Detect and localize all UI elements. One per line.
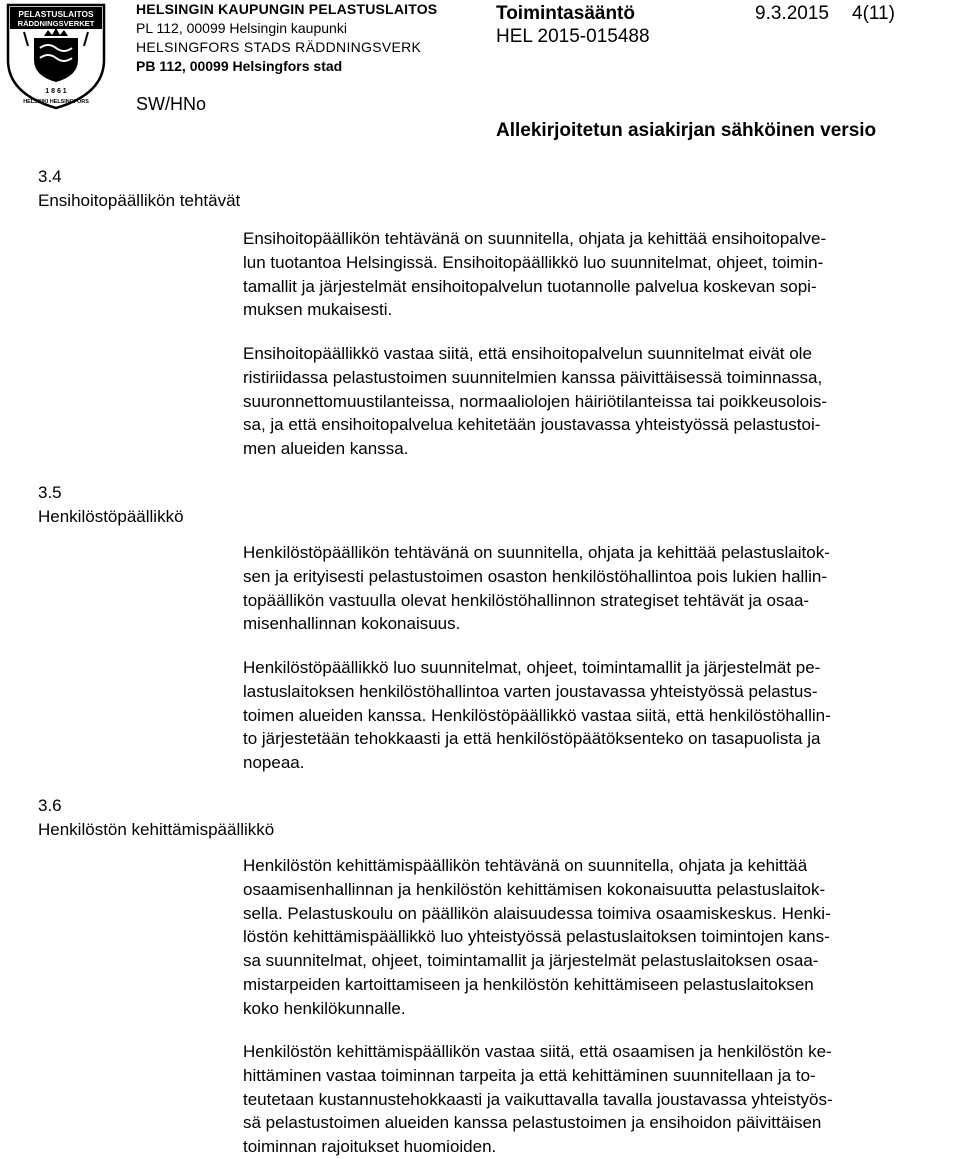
- organization-header: [136, 0, 437, 76]
- document-date: 9.3.2015: [755, 3, 829, 24]
- org-address-fi: PL 112, 00099 Helsingin kaupunki: [136, 20, 347, 36]
- pelastuslaitos-logo: [4, 2, 108, 110]
- page-number: 4(11): [852, 3, 895, 24]
- section-title: Henkilöstön kehittämispäällikkö: [38, 820, 275, 839]
- org-name-sv: HELSINGFORS STADS RÄDDNINGSVERK: [136, 39, 422, 55]
- section-number: 3.4: [38, 167, 62, 186]
- body-paragraph: Henkilöstön kehittämispäällikön vastaa siitä, että osaamisen ja henkilöstön ke- hittäminen vastaa toiminnan tarpeita ja että kehittäminen suunnitellaan ja to- teutetaan kustannustehokkaasti ja vaikuttavalla tavalla joustavassa yhteistyös- sä pelastustoimen alueiden kanssa pelastustoimen ja ensihoidon päivittäisen toiminnan rajoitukset huomioiden.: [243, 1042, 833, 1157]
- document-number: HEL 2015-015488: [496, 26, 650, 47]
- document-type: Toimintasääntö: [496, 3, 635, 24]
- body-paragraph: Ensihoitopäällikön tehtävänä on suunnitella, ohjata ja kehittää ensihoitopalve- lun tuotantoa Helsingissä. Ensihoitopäällikkö luo suunnitelmat, ohjeet, toimin- tamallit ja järjestelmät ensihoitopalvelun tuotannolle palvelua koskevan sopi- muksen mukaisesti.: [243, 229, 827, 320]
- body-paragraph: Henkilöstöpäällikkö luo suunnitelmat, ohjeet, toimintamallit ja järjestelmät pe- lastuslaitoksen henkilöstöhallintoa varten joustavassa yhteistyössä pelastus- toimen alueiden kanssa. Henkilöstöpäällikkö vastaa siitä, että henkilöstöhallin- to järjestetään tehokkaasti ja että henkilöstöpäätöksenteko on tasapuolista ja nopeaa.: [243, 658, 831, 773]
- svg-text:PELASTUSLAITOS: PELASTUSLAITOS: [18, 9, 94, 19]
- svg-text:HELSINKI HELSINGFORS: HELSINKI HELSINGFORS: [23, 99, 89, 105]
- svg-text:1 8 6 1: 1 8 6 1: [45, 88, 67, 95]
- section-title: Henkilöstöpäällikkö: [38, 507, 184, 526]
- section-title: Ensihoitopäällikön tehtävät: [38, 191, 241, 210]
- section-number: 3.5: [38, 483, 62, 502]
- org-name-fi: HELSINGIN KAUPUNGIN PELASTUSLAITOS: [136, 1, 438, 17]
- author-initials: SW/HNo: [136, 94, 207, 114]
- body-paragraph: Henkilöstöpäällikön tehtävänä on suunnitella, ohjata ja kehittää pelastuslaitok- sen ja erityisesti pelastustoimen osaston henkilöstöhallintoa pois lukien hallin- topäällikön vastuulla olevat henkilöstöhallinnon strategiset tehtävät ja osaa- misenhallinnan kokonaisuus.: [243, 543, 830, 634]
- svg-text:RÄDDNINGSVERKET: RÄDDNINGSVERKET: [17, 19, 95, 28]
- org-address-sv: PB 112, 00099 Helsingfors stad: [136, 58, 343, 74]
- body-paragraph: Henkilöstön kehittämispäällikön tehtävänä on suunnitella, ohjata ja kehittää osaamisenhallinnan ja henkilöstön kehittämisen kokonaisuutta pelastuslaitok- sella. Pelastuskoulu on päällikön alaisuudessa toimiva osaamiskeskus. Henki- löstön kehittämispäällikkö luo yhteistyössä pelastuslaitoksen toimintojen kans- sa suunnitelmat, ohjeet, toimintamallit ja järjestelmät pelastuslaitoksen osaa- mistarpeiden kartoittamiseen ja henkilöstön kehittämiseen pelastuslaitoksen koko henkilökunnalle.: [243, 856, 831, 1018]
- signed-version-note: Allekirjoitetun asiakirjan sähköinen versio: [496, 120, 877, 141]
- body-paragraph: Ensihoitopäällikkö vastaa siitä, että ensihoitopalvelun suunnitelmat eivät ole ristiriidassa pelastustoimen suunnitelmien kanssa päivittäisessä toiminnassa, suuronnettomuustilanteissa, normaaliolojen häiriötilanteissa tai poikkeusolois- sa, ja että ensihoitopalvelua kehitetään joustavassa yhteistyössä pelastustoi- men alueiden kanssa.: [243, 344, 827, 459]
- section-number: 3.6: [38, 796, 62, 815]
